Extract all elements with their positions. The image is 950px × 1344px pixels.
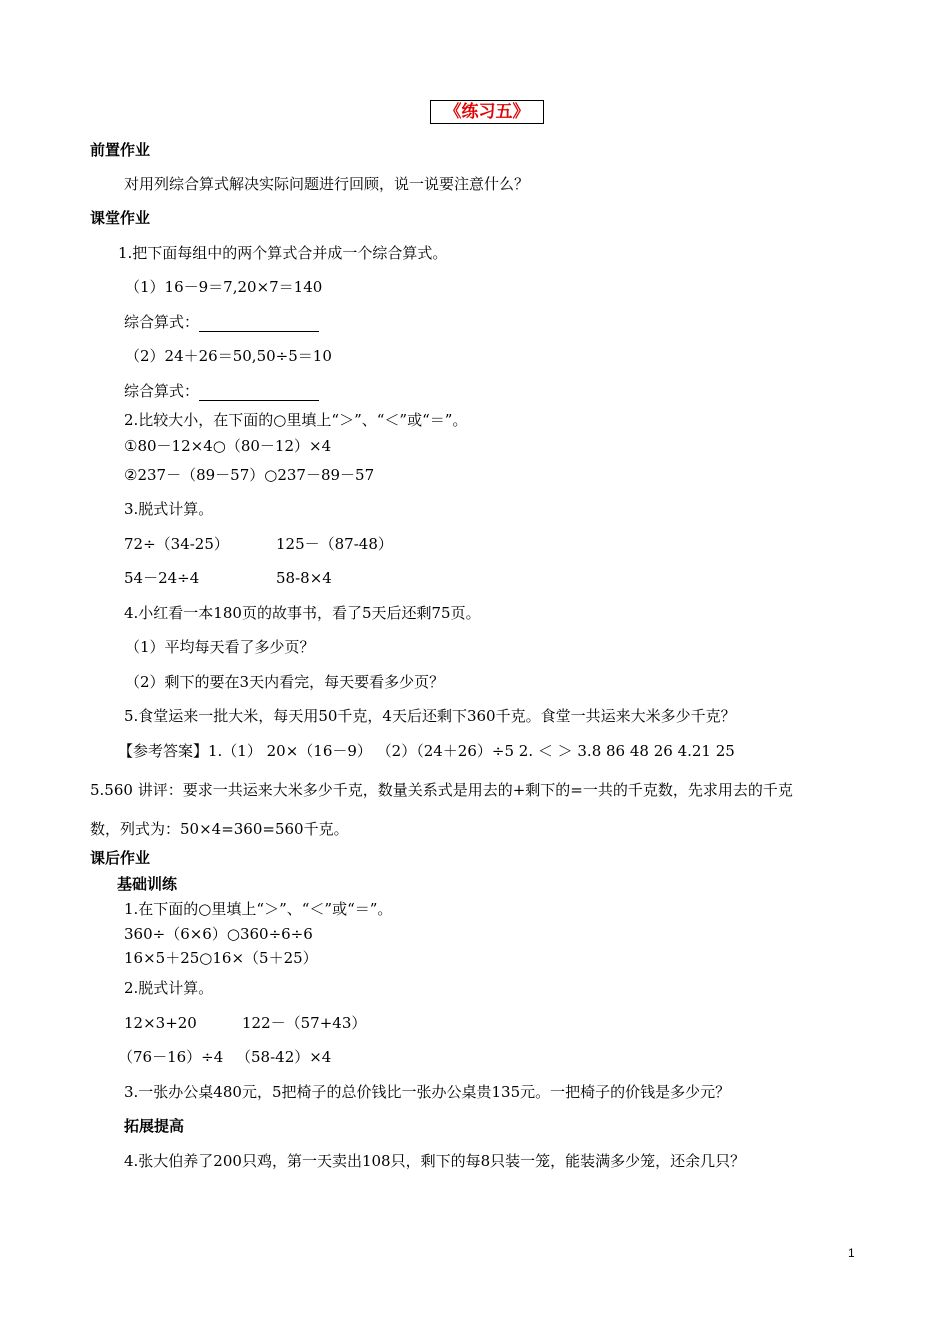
class-q4-1: （1）平均每天看了多少页？ bbox=[125, 638, 315, 656]
pre-text: 对用列综合算式解决实际问题进行回顾，说一说要注意什么？ bbox=[124, 175, 530, 193]
page-title: 《练习五》 bbox=[430, 100, 544, 124]
combine-label: 综合算式： bbox=[124, 382, 200, 400]
after-b2-a: 12×3+20 bbox=[124, 1014, 197, 1032]
class-q3-d: 58-8×4 bbox=[276, 569, 332, 587]
section-heading-class: 课堂作业 bbox=[90, 209, 151, 227]
after-b2-d: （58-42）×4 bbox=[236, 1048, 332, 1066]
combine-line-1 bbox=[124, 312, 319, 332]
after-b3: 3.一张办公桌480元，5把椅子的总价钱比一张办公桌贵135元。一把椅子的价钱是多少元？ bbox=[124, 1083, 731, 1101]
class-q5: 5.食堂运来一批大米，每天用50千克，4天后还剩下360千克。食堂一共运来大米多少千克？ bbox=[124, 707, 736, 725]
class-q3-c: 54－24÷4 bbox=[124, 569, 200, 587]
after-b1-2: 16×5＋25○16×（5＋25） bbox=[124, 949, 318, 967]
class-q3-a: 72÷（34-25） bbox=[124, 535, 229, 553]
class-q3-b: 125－（87-48） bbox=[276, 535, 393, 553]
after-b2-b: 122－（57+43） bbox=[242, 1014, 367, 1032]
combine-label: 综合算式： bbox=[124, 313, 200, 331]
after-b1-1: 360÷（6×6）○360÷6÷6 bbox=[124, 925, 313, 943]
answer-line-2: 5.560 讲评：要求一共运来大米多少千克，数量关系式是用去的+剩下的=一共的千克数，先求用去的千克 bbox=[90, 781, 793, 799]
answer-blank bbox=[199, 386, 319, 401]
section-heading-pre: 前置作业 bbox=[90, 141, 151, 159]
class-q2: 2.比较大小，在下面的○里填上“＞”、“＜”或“＝”。 bbox=[124, 411, 468, 429]
class-q2-1: ①80－12×4○（80－12）×4 bbox=[124, 437, 332, 455]
class-q3: 3.脱式计算。 bbox=[124, 500, 214, 518]
page-number: 1 bbox=[848, 1246, 855, 1260]
subsection-heading-basic: 基础训练 bbox=[117, 875, 178, 893]
class-q1: 1.把下面每组中的两个算式合并成一个综合算式。 bbox=[118, 244, 448, 262]
combine-line-2 bbox=[124, 381, 319, 401]
after-b2-c: （76－16）÷4 bbox=[118, 1048, 224, 1066]
after-b4: 4.张大伯养了200只鸡，第一天卖出108只，剩下的每8只装一笼，能装满多少笼，还余几只？ bbox=[124, 1152, 746, 1170]
after-b1: 1.在下面的○里填上“＞”、“＜”或“＝”。 bbox=[124, 900, 393, 918]
class-q4-2: （2）剩下的要在3天内看完，每天要看多少页？ bbox=[125, 673, 445, 691]
answer-blank bbox=[199, 317, 319, 332]
answer-line-1: 【参考答案】1.（1） 20×（16－9） （2）（24＋26）÷5 2. ＜ ＞ 3.8 86 48 26 4.21 25 bbox=[118, 742, 735, 760]
class-q1-2: （2）24＋26＝50,50÷5＝10 bbox=[125, 347, 332, 365]
section-heading-after: 课后作业 bbox=[90, 849, 151, 867]
class-q1-1: （1）16－9＝7,20×7＝140 bbox=[125, 278, 323, 296]
subsection-heading-ext: 拓展提高 bbox=[124, 1117, 185, 1135]
class-q2-2: ②237－（89－57）○237－89－57 bbox=[124, 466, 375, 484]
after-b2: 2.脱式计算。 bbox=[124, 979, 214, 997]
answer-line-3: 数，列式为：50×4=360=560千克。 bbox=[90, 820, 349, 838]
class-q4: 4.小红看一本180页的故事书，看了5天后还剩75页。 bbox=[124, 604, 481, 622]
